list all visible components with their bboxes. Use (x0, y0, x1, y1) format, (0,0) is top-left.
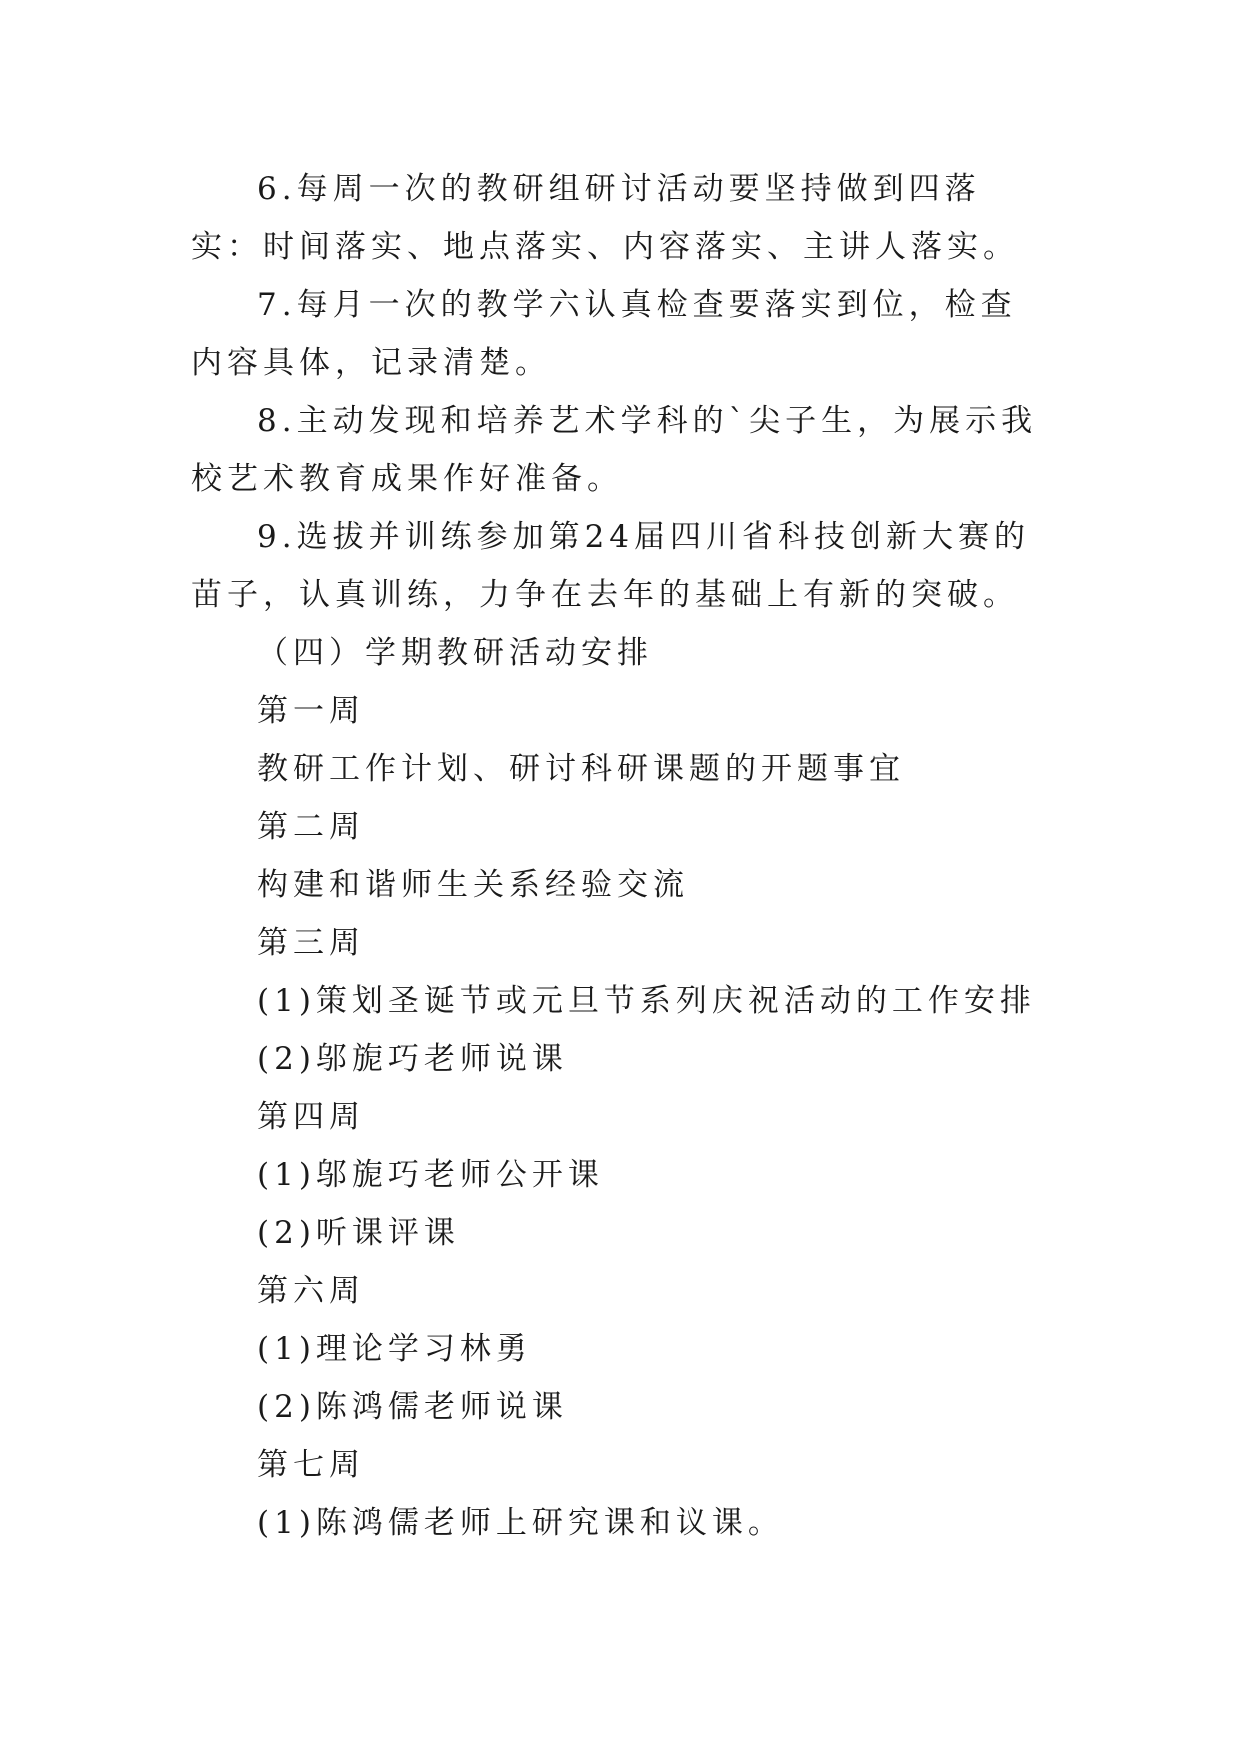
schedule-item: 构建和谐师生关系经验交流 (257, 867, 689, 903)
schedule-item: (2)陈鸿儒老师说课 (257, 1389, 568, 1425)
week-heading-1: 第一周 (257, 693, 365, 729)
paragraph-item-7: 7.每月一次的教学六认真检查要落实到位，检查内容具体，记录清楚。 (191, 287, 1017, 381)
paragraph-item-9: 9.选拔并训练参加第24届四川省科技创新大赛的苗子，认真训练，力争在去年的基础上有新的突破。 (191, 519, 1031, 613)
schedule-item: (1)策划圣诞节或元旦节系列庆祝活动的工作安排 (257, 983, 1036, 1019)
schedule-item: (2)邬旎巧老师说课 (257, 1041, 568, 1077)
section-heading: （四）学期教研活动安排 (257, 635, 653, 671)
week-heading-3: 第三周 (257, 925, 365, 961)
paragraph-item-6: 6.每周一次的教研组研讨活动要坚持做到四落实：时间落实、地点落实、内容落实、主讲人落实。 (191, 171, 1019, 265)
schedule-item: 教研工作计划、研讨科研课题的开题事宜 (257, 751, 905, 787)
paragraph-item-8: 8.主动发现和培养艺术学科的`尖子生，为展示我校艺术教育成果作好准备。 (191, 403, 1038, 497)
week-heading-7: 第七周 (257, 1447, 365, 1483)
schedule-item: (1)陈鸿儒老师上研究课和议课。 (257, 1505, 784, 1541)
week-heading-2: 第二周 (257, 809, 365, 845)
week-heading-6: 第六周 (257, 1273, 365, 1309)
schedule-list (191, 624, 1051, 1552)
schedule-item: (2)听课评课 (257, 1215, 460, 1251)
document-body (191, 160, 1051, 1552)
schedule-item: (1)理论学习林勇 (257, 1331, 532, 1367)
week-heading-4: 第四周 (257, 1099, 365, 1135)
schedule-item: (1)邬旎巧老师公开课 (257, 1157, 604, 1193)
